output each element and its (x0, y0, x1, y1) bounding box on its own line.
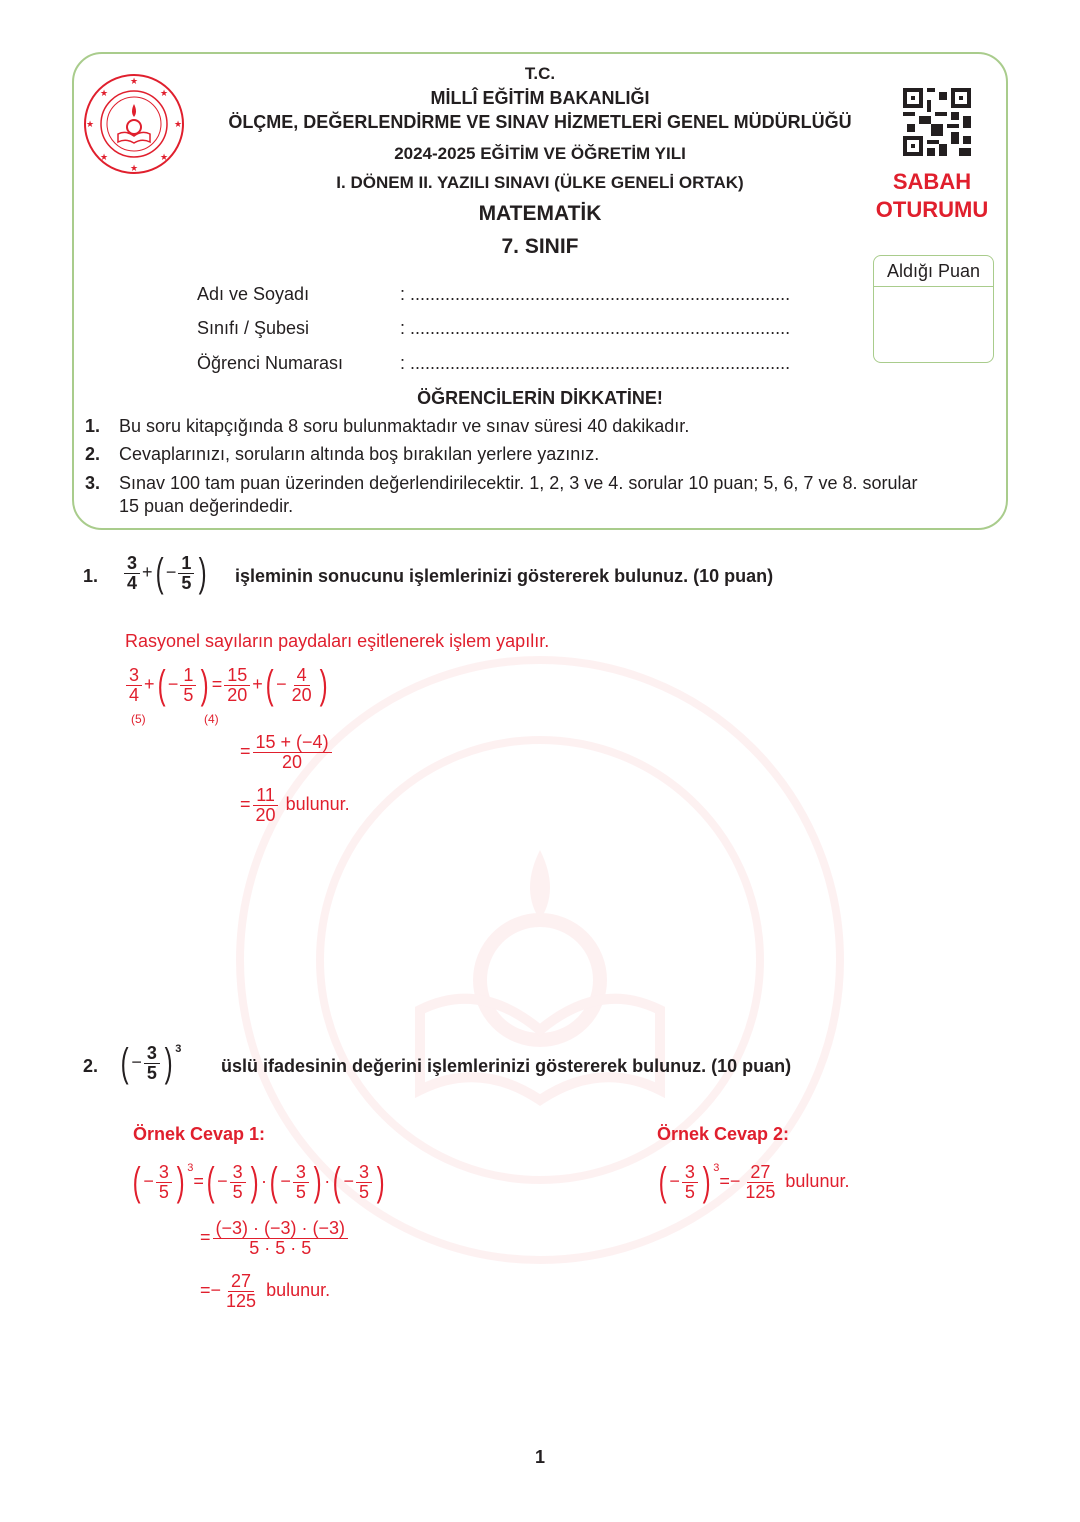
page-number: 1 (534, 1447, 545, 1467)
field-number-input[interactable]: : ............................................................................ (400, 353, 791, 373)
answer-2a-result: =− $\frac{27}{125}$ bulunur. (200, 1271, 331, 1311)
question-2-number: 2. (83, 1056, 99, 1076)
notice-text: Cevaplarınızı, soruların altında boş bırakılan yerlere yazınız. (119, 444, 600, 464)
svg-text:★: ★ (173, 119, 183, 129)
example-answer-2-label: Örnek Cevap 2: (657, 1124, 790, 1144)
question-1-text: işleminin sonucunu işlemlerinizi göstererek bulunuz. (10 puan) (235, 566, 774, 586)
header-tc: T.C. (524, 64, 556, 83)
notice-text: Sınav 100 tam puan üzerinden değerlendirilecektir. 1, 2, 3 ve 4. sorular 10 puan; 5, 6, 7 ve 8. sorular (119, 473, 918, 493)
svg-text:★: ★ (85, 119, 95, 129)
question-1-number: 1. (83, 566, 99, 586)
question-2-text: üslü ifadesinin değerini işlemlerinizi göstererek bulunuz. (10 puan) (221, 1056, 792, 1076)
notice-text-cont: 15 puan değerindedir. (119, 496, 294, 516)
score-box (873, 255, 994, 363)
question-1-expression: $\frac{3}{4}$ +( − $\frac{1}{5}$ ) (122, 553, 210, 593)
svg-text:★: ★ (99, 88, 109, 98)
session-label-line1: SABAH (892, 169, 972, 194)
notice-number: 3. (85, 473, 101, 493)
svg-text:★: ★ (129, 76, 139, 86)
ministry-seal-logo (82, 72, 186, 176)
field-number-label: Öğrenci Numarası (197, 353, 344, 373)
field-class-input[interactable]: : ............................................................................ (400, 318, 791, 338)
answer-2a-step1: ( − $\frac{3}{5}$ ) $^3$=( − $\frac{3}{5}$ ) ·( − $\frac{3}{5}$ ) ·( − $\frac{3}{5}$ ) (132, 1160, 385, 1204)
answer-1-result: = $\frac{11}{20}$ bulunur. (240, 785, 350, 825)
answer-1-step2: = $\frac{15 + (-4)}{20}$ (240, 733, 334, 772)
svg-text:★: ★ (159, 152, 169, 162)
header-exam: I. DÖNEM II. YAZILI SINAVI (ÜLKE GENELİ ORTAK) (336, 173, 744, 192)
notice-text: Bu soru kitapçığında 8 soru bulunmaktadır ve sınav süresi 40 dakikadır. (119, 416, 690, 436)
field-name-label: Adı ve Soyadı (197, 284, 310, 304)
header-grade: 7. SINIF (501, 235, 579, 258)
session-label-line2: OTURUMU (875, 197, 989, 222)
answer-2b: ( − $\frac{3}{5}$ ) $^3$=− $\frac{27}{125}$ bulunur. (658, 1160, 850, 1204)
svg-text:★: ★ (99, 152, 109, 162)
notice-number: 2. (85, 444, 101, 464)
question-2-expression: ( − $\frac{3}{5}$ ) $^3$ (120, 1041, 182, 1085)
header-year: 2024-2025 EĞİTİM VE ÖĞRETİM YILI (394, 144, 686, 163)
header-subject: MATEMATİK (478, 202, 602, 225)
multiplier-1: (5) (131, 712, 146, 726)
svg-text:★: ★ (129, 163, 139, 173)
notice-number: 1. (85, 416, 101, 436)
header-directorate: ÖLÇME, DEĞERLENDİRME VE SINAV HİZMETLERİ GENEL MÜDÜRLÜĞÜ (228, 112, 852, 132)
field-name-input[interactable]: : ............................................................................ (400, 284, 791, 304)
svg-text:★: ★ (159, 88, 169, 98)
field-class-label: Sınıfı / Şubesi (197, 318, 310, 338)
answer-2a-step2: = $\frac{(-3) \cdot (-3) \cdot (-3)}{5 \cdot 5 \cdot 5}$ (200, 1219, 350, 1258)
answer-1-step1: $\frac{3}{4}$ +( − $\frac{1}{5}$ ) = $\frac{15}{20}$ +( − $\frac{4}{20}$ ) (124, 665, 330, 705)
multiplier-2: (4) (204, 712, 219, 726)
answer-1-intro: Rasyonel sayıların paydaları eşitlenerek işlem yapılır. (125, 631, 550, 651)
score-box-label: Aldığı Puan (874, 256, 993, 287)
notice-title: ÖĞRENCİLERİN DİKKATİNE! (417, 388, 663, 408)
example-answer-1-label: Örnek Cevap 1: (133, 1124, 266, 1144)
qr-code-icon (903, 88, 971, 156)
header-ministry: MİLLÎ EĞİTİM BAKANLIĞI (430, 88, 650, 108)
